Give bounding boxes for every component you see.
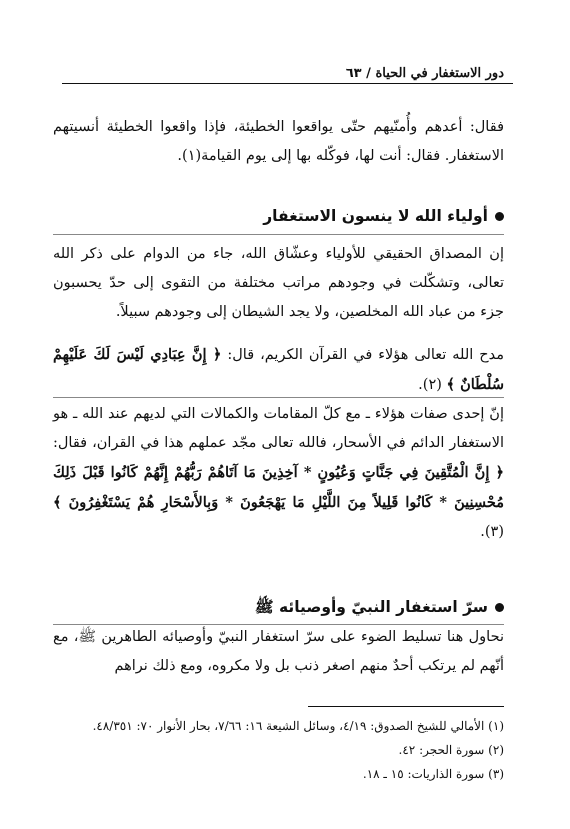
paragraph-5-text: نحاول هنا تسليط الضوء على سرّ استغفار النبيّ وأوصيائه الطاهرين ﷺ، مع أنّهم لم يرتكب أحدٌ منهم اصغر ذنب بل ولا مكروه، ومع ذلك نراهم: [53, 629, 504, 674]
section-heading-2-text: سرّ استغفار النبيّ وأوصيائه ﷺ: [254, 598, 488, 616]
footnote-ref-2: (٢).: [418, 377, 442, 393]
bullet-icon: [495, 603, 504, 612]
footnote-3: (٣) سورة الذاريات: ١٥ ـ ١٨.: [362, 767, 504, 781]
footnote-2: (٢) سورة الحجر: ٤٢.: [398, 743, 504, 757]
paragraph-1: [53, 113, 504, 171]
running-title-text: دور الاستغفار في الحياة: [375, 66, 504, 81]
section-heading-2: [53, 594, 504, 620]
paragraph-3-intro: مدح الله تعالى هؤلاء في القرآن الكريم، قال:: [227, 347, 504, 363]
page-number: ٦٣: [345, 66, 362, 81]
page-header: [54, 66, 504, 81]
paragraph-4-content: [53, 400, 504, 547]
paragraph-4: [53, 400, 504, 547]
paragraph-1-text: فقال: أعدهم وأُمنّيهم حتّى يواقعوا الخطيئة، فإذا واقعوا الخطيئة أنسيتهم الاستغفار. فقال: أنت لها، فوكّله بها إلى يوم القيامة(١).: [53, 119, 504, 164]
header-separator: /: [366, 66, 371, 81]
header-rule: [62, 83, 513, 84]
paragraph-5: [53, 623, 504, 681]
section-heading-1: [53, 203, 504, 229]
paragraph-2: [53, 240, 504, 327]
section-heading-1-text: أولياء الله لا ينسون الاستغفار: [263, 207, 488, 225]
paragraph-2-text: إن المصداق الحقيقي للأولياء وعشّاق الله، جاء من الدوام على ذكر الله تعالى، وتشكّلت في وجودهم مراتب مختلفة من التقوى إلى حدّ يحسبون جزء من عباد الله المخلصين، ولا يجد الشيطان إلى وجودهم سبيلاً.: [53, 246, 504, 320]
running-title: [346, 66, 504, 81]
section-divider-2: [53, 397, 504, 398]
footnote-1: (١) الأمالي للشيخ الصدوق: ٤/١٩، وسائل الشيعة ١٦: ٧/٦٦، بحار الأنوار ٧٠: ٤٨/٣٥١.: [92, 719, 504, 733]
footnote-rule: [308, 706, 504, 707]
paragraph-4-intro: إنّ إحدى صفات هؤلاء ـ مع كلّ المقامات والكمالات التي لديهم عند الله ـ هو الاستغفار الدائم في الأسحار، فالله تعالى مجّد عملهم هذا في القران، فقال:: [53, 406, 504, 451]
footnote-ref-3: (٣).: [480, 524, 504, 540]
paragraph-3-content: [53, 340, 504, 400]
section-divider-1: [53, 234, 504, 235]
quran-verse-2: ﴿ إِنَّ الْمُتَّقِينَ فِي جَنَّاتٍ وَعُيُونٍ * آخِذِينَ مَا آتَاهُمْ رَبُّهُمْ إِنَّهُمْ كَانُوا قَبْلَ ذَلِكَ مُحْسِنِينَ * كَانُوا قَلِيلاً مِنَ اللَّيْلِ مَا يَهْجَعُونَ * وَبِالأَسْحَارِ هُمْ يَسْتَغْفِرُونَ ﴾: [53, 464, 504, 511]
quran-verse-1: ﴿ إِنَّ عِبَادِي لَيْسَ لَكَ عَلَيْهِمْ سُلْطَانٌ ﴾: [53, 346, 504, 393]
bullet-icon: [495, 212, 504, 221]
paragraph-3: [53, 340, 504, 400]
footnotes: [53, 714, 504, 786]
